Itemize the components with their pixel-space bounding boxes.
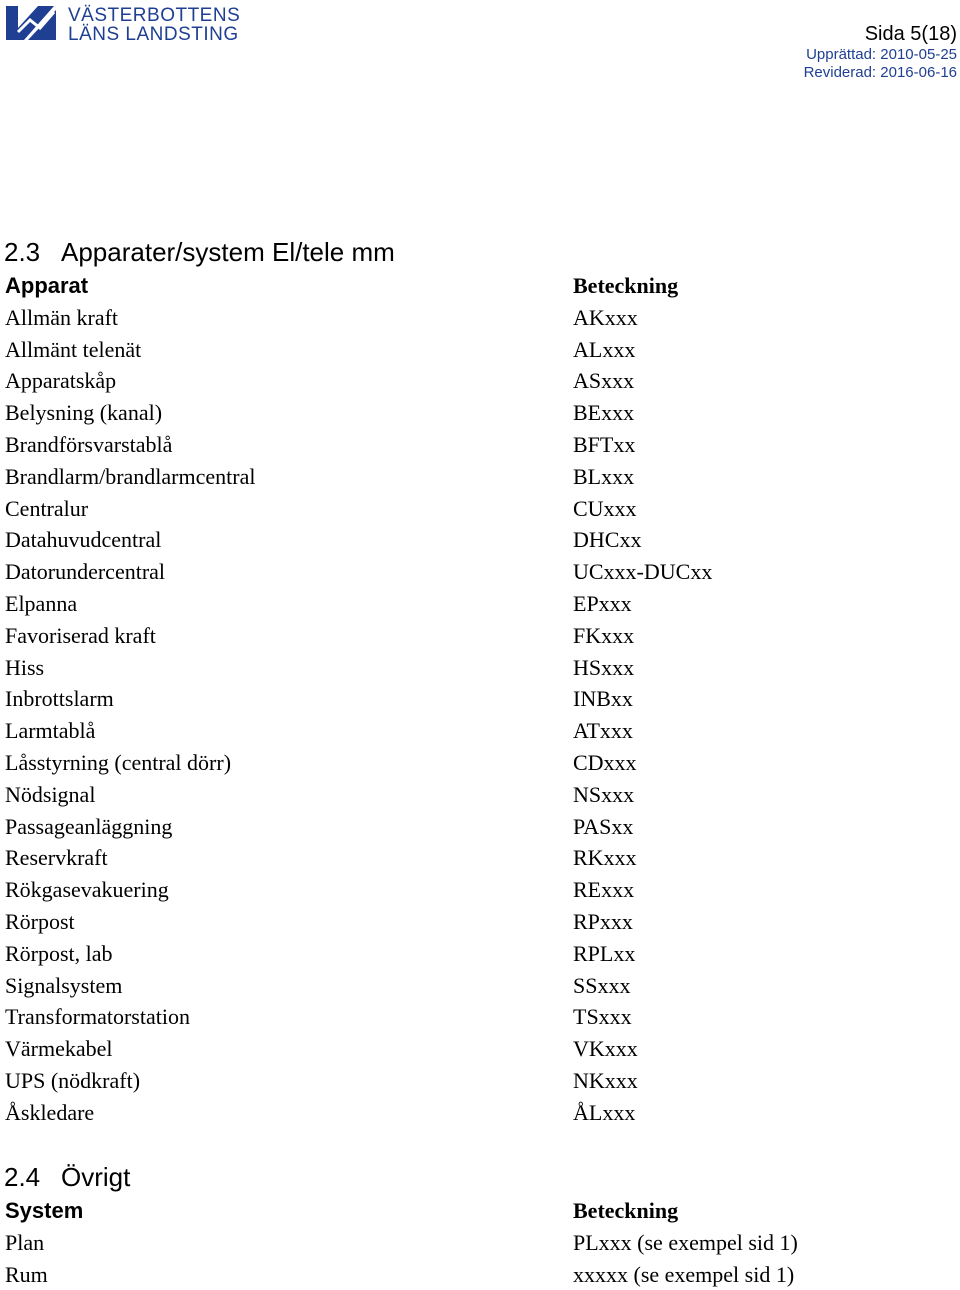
table-row xyxy=(5,493,712,525)
logo-text xyxy=(68,6,240,44)
table-row xyxy=(5,365,712,397)
name-cell: Plan xyxy=(5,1229,45,1255)
table-row xyxy=(5,1227,798,1259)
table-row xyxy=(5,874,712,906)
section-number: 2.4 xyxy=(4,1162,41,1192)
table-row xyxy=(5,970,712,1002)
table-row xyxy=(5,1097,712,1129)
name-cell: Åskledare xyxy=(5,1099,95,1125)
code-cell: RExxx xyxy=(573,877,635,903)
county-council-logo-icon xyxy=(4,4,60,44)
table-row xyxy=(5,715,712,747)
table-row xyxy=(5,302,712,334)
name-cell: Favoriserad kraft xyxy=(5,622,156,648)
column-header-apparat: Apparat xyxy=(5,273,89,298)
name-cell: Hiss xyxy=(5,654,45,680)
column-header-system: System xyxy=(5,1198,84,1223)
name-cell: Brandförsvarstablå xyxy=(5,431,173,457)
table-row xyxy=(5,842,712,874)
name-cell: Elpanna xyxy=(5,590,78,616)
table-row xyxy=(5,461,712,493)
code-cell: EPxxx xyxy=(573,590,632,616)
code-cell: ASxxx xyxy=(573,368,635,394)
name-cell: Belysning (kanal) xyxy=(5,400,163,426)
table-row xyxy=(5,429,712,461)
table-header-row xyxy=(5,1195,798,1227)
code-cell: INBxx xyxy=(573,686,633,712)
section-title: Apparater/system El/tele mm xyxy=(61,237,395,267)
code-cell: xxxxx (se exempel sid 1) xyxy=(573,1261,795,1287)
logo xyxy=(4,4,244,44)
code-cell: BLxxx xyxy=(573,463,635,489)
table-row xyxy=(5,1259,798,1290)
code-cell: DHCxx xyxy=(573,527,642,553)
name-cell: Passageanläggning xyxy=(5,813,173,839)
code-cell: BFTxx xyxy=(573,431,636,457)
name-cell: Nödsignal xyxy=(5,781,96,807)
equipment-table xyxy=(5,270,712,1129)
code-cell: ATxxx xyxy=(573,718,633,744)
table-row xyxy=(5,334,712,366)
table-row xyxy=(5,652,712,684)
code-cell: HSxxx xyxy=(573,654,635,680)
table-row xyxy=(5,1033,712,1065)
code-cell: TSxxx xyxy=(573,1004,632,1030)
name-cell: Centralur xyxy=(5,495,89,521)
column-header-beteckning: Beteckning xyxy=(573,273,679,298)
table-row xyxy=(5,747,712,779)
section-title: Övrigt xyxy=(61,1162,131,1192)
name-cell: Låsstyrning (central dörr) xyxy=(5,749,232,775)
name-cell: Datahuvudcentral xyxy=(5,527,162,553)
table-row xyxy=(5,906,712,938)
name-cell: Larmtablå xyxy=(5,718,96,744)
table-row xyxy=(5,811,712,843)
document-info xyxy=(804,22,957,82)
name-cell: Allmänt telenät xyxy=(5,336,142,362)
table-row xyxy=(5,938,712,970)
code-cell: RPxxx xyxy=(573,908,633,934)
table-row xyxy=(5,1001,712,1033)
code-cell: RPLxx xyxy=(573,940,636,966)
section-number: 2.3 xyxy=(4,237,41,267)
name-cell: Rörpost, lab xyxy=(5,940,113,966)
code-cell: SSxxx xyxy=(573,972,631,998)
code-cell: FKxxx xyxy=(573,622,635,648)
code-cell: UCxxx-DUCxx xyxy=(573,559,713,585)
table-row xyxy=(5,588,712,620)
code-cell: CUxxx xyxy=(573,495,637,521)
name-cell: Apparatskåp xyxy=(5,368,117,394)
name-cell: Värmekabel xyxy=(5,1036,113,1062)
logo-line-1: VÄSTERBOTTENS xyxy=(68,5,241,26)
table-row xyxy=(5,397,712,429)
table-row xyxy=(5,524,712,556)
table-header-row xyxy=(5,270,712,302)
name-cell: Transformatorstation xyxy=(5,1004,190,1030)
name-cell: Datorundercentral xyxy=(5,559,166,585)
table-row xyxy=(5,779,712,811)
name-cell: Rörpost xyxy=(5,908,75,934)
table-row xyxy=(5,1065,712,1097)
code-cell: VKxxx xyxy=(573,1036,638,1062)
created-date: Upprättad: 2010-05-25 xyxy=(806,46,957,63)
name-cell: Allmän kraft xyxy=(5,304,119,330)
name-cell: Inbrottslarm xyxy=(5,686,114,712)
code-cell: ÅLxxx xyxy=(573,1099,636,1125)
code-cell: CDxxx xyxy=(573,749,637,775)
name-cell: Rökgasevakuering xyxy=(5,877,169,903)
code-cell: AKxxx xyxy=(573,304,638,330)
table-row xyxy=(5,620,712,652)
system-table xyxy=(5,1195,798,1290)
code-cell: ALxxx xyxy=(573,336,636,362)
page-number: Sida 5(18) xyxy=(864,23,957,45)
section-heading-2-3 xyxy=(4,236,395,268)
name-cell: Signalsystem xyxy=(5,972,123,998)
code-cell: PLxxx (se exempel sid 1) xyxy=(573,1229,798,1255)
name-cell: Rum xyxy=(5,1261,48,1287)
section-heading-2-4 xyxy=(4,1161,130,1193)
code-cell: RKxxx xyxy=(573,845,637,871)
name-cell: Brandlarm/brandlarmcentral xyxy=(5,463,256,489)
code-cell: NSxxx xyxy=(573,781,635,807)
logo-line-2: LÄNS LANDSTING xyxy=(68,24,239,45)
column-header-beteckning: Beteckning xyxy=(573,1198,679,1223)
code-cell: PASxx xyxy=(573,813,634,839)
code-cell: NKxxx xyxy=(573,1067,638,1093)
table-row xyxy=(5,683,712,715)
name-cell: UPS (nödkraft) xyxy=(5,1067,141,1093)
revised-date: Reviderad: 2016-06-16 xyxy=(803,64,957,81)
name-cell: Reservkraft xyxy=(5,845,108,871)
code-cell: BExxx xyxy=(573,400,635,426)
table-row xyxy=(5,556,712,588)
